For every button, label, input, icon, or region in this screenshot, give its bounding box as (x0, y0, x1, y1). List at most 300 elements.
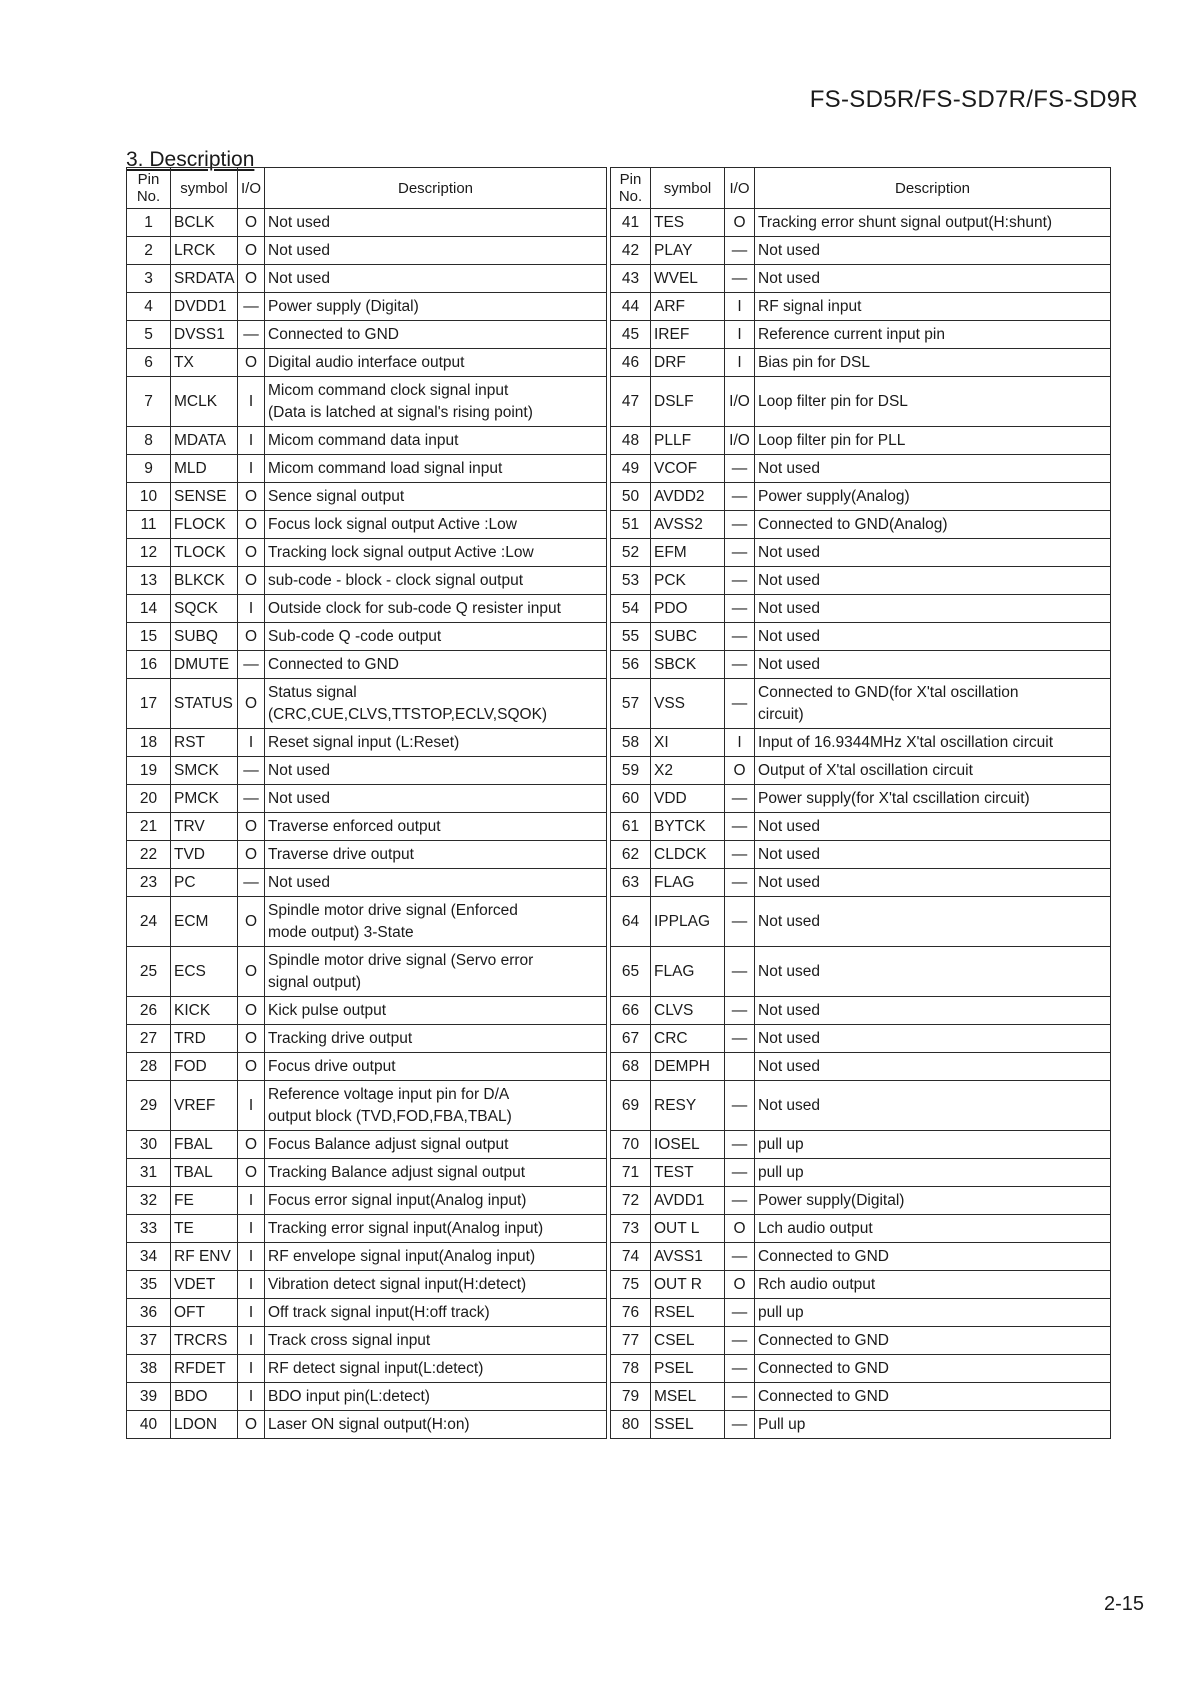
table-row (127, 1243, 1111, 1271)
pin-description: Status signal (CRC,CUE,CLVS,TTSTOP,ECLV,SQOK) (265, 679, 607, 729)
pin-symbol: RSEL (651, 1299, 725, 1327)
pin-symbol: PDO (651, 595, 725, 623)
pin-description: Connected to GND (755, 1383, 1111, 1411)
pin-symbol: VCOF (651, 455, 725, 483)
pin-number: 17 (127, 679, 171, 729)
pin-number: 36 (127, 1299, 171, 1327)
table-row (127, 265, 1111, 293)
pin-io: — (725, 651, 755, 679)
pin-number: 27 (127, 1025, 171, 1053)
pin-description: Micom command data input (265, 427, 607, 455)
pin-io: O (238, 997, 265, 1025)
pin-number: 14 (127, 595, 171, 623)
pin-description: Connected to GND (755, 1243, 1111, 1271)
header-description-right: Description (755, 168, 1111, 209)
table-row (127, 1383, 1111, 1411)
pin-number: 78 (611, 1355, 651, 1383)
pin-io: — (238, 869, 265, 897)
pin-description: Traverse drive output (265, 841, 607, 869)
pin-io: O (238, 1411, 265, 1439)
pin-symbol: TES (651, 209, 725, 237)
table-row (127, 321, 1111, 349)
pin-number: 47 (611, 377, 651, 427)
pin-symbol: MLD (171, 455, 238, 483)
pin-symbol: IOSEL (651, 1131, 725, 1159)
pin-io: I (238, 1355, 265, 1383)
pin-number: 50 (611, 483, 651, 511)
table-row (127, 1215, 1111, 1243)
pin-description: Pull up (755, 1411, 1111, 1439)
pin-io: I (238, 1327, 265, 1355)
pin-io: — (725, 947, 755, 997)
table-row (127, 483, 1111, 511)
pin-description: pull up (755, 1159, 1111, 1187)
pin-description: Not used (755, 947, 1111, 997)
pin-io: I (725, 349, 755, 377)
pin-description: Connected to GND (265, 651, 607, 679)
pin-symbol: VDET (171, 1271, 238, 1299)
table-header-row (127, 168, 1111, 209)
header-pin-no-right: Pin No. (611, 168, 651, 209)
pin-description: BDO input pin(L:detect) (265, 1383, 607, 1411)
pin-io: O (238, 349, 265, 377)
pin-symbol: PLAY (651, 237, 725, 265)
pin-symbol: STATUS (171, 679, 238, 729)
table-row (127, 595, 1111, 623)
pin-description: Not used (755, 897, 1111, 947)
pin-io: I/O (725, 377, 755, 427)
pin-description: Not used (755, 813, 1111, 841)
pin-description: Bias pin for DSL (755, 349, 1111, 377)
pin-io: O (725, 1271, 755, 1299)
table-row (127, 237, 1111, 265)
pin-io: I (238, 455, 265, 483)
pin-number: 58 (611, 729, 651, 757)
pin-symbol: CRC (651, 1025, 725, 1053)
pin-io: — (725, 1243, 755, 1271)
pin-symbol: FOD (171, 1053, 238, 1081)
pin-symbol: PMCK (171, 785, 238, 813)
pin-description: Connected to GND (755, 1327, 1111, 1355)
pin-number: 26 (127, 997, 171, 1025)
pin-symbol: MSEL (651, 1383, 725, 1411)
pin-io: O (238, 539, 265, 567)
table-row (127, 539, 1111, 567)
pin-symbol: SQCK (171, 595, 238, 623)
pin-symbol: RF ENV (171, 1243, 238, 1271)
pin-number: 7 (127, 377, 171, 427)
pin-io: I (238, 1243, 265, 1271)
table-row (127, 455, 1111, 483)
pin-symbol: BDO (171, 1383, 238, 1411)
pin-symbol: TBAL (171, 1159, 238, 1187)
pin-number: 25 (127, 947, 171, 997)
table-row (127, 1053, 1111, 1081)
pin-io: I (238, 377, 265, 427)
pin-symbol: VREF (171, 1081, 238, 1131)
pin-symbol: MDATA (171, 427, 238, 455)
pin-symbol: EFM (651, 539, 725, 567)
pin-symbol: AVDD1 (651, 1187, 725, 1215)
pin-symbol: OFT (171, 1299, 238, 1327)
table-row (127, 651, 1111, 679)
table-row (127, 841, 1111, 869)
pin-symbol: SSEL (651, 1411, 725, 1439)
pin-description: Loop filter pin for DSL (755, 377, 1111, 427)
pin-number: 24 (127, 897, 171, 947)
pin-number: 23 (127, 869, 171, 897)
pin-io: O (238, 265, 265, 293)
pin-number: 33 (127, 1215, 171, 1243)
pin-description: Tracking Balance adjust signal output (265, 1159, 607, 1187)
pin-description: Spindle motor drive signal (Enforced mode output) 3-State (265, 897, 607, 947)
pin-io: O (238, 947, 265, 997)
model-number-header: FS-SD5R/FS-SD7R/FS-SD9R (809, 86, 1138, 113)
table-row (127, 511, 1111, 539)
table-row (127, 349, 1111, 377)
pin-number: 66 (611, 997, 651, 1025)
pin-symbol: FLOCK (171, 511, 238, 539)
pin-io: — (725, 1187, 755, 1215)
pin-number: 5 (127, 321, 171, 349)
pin-io: — (725, 813, 755, 841)
pin-description: Not used (755, 1025, 1111, 1053)
pin-number: 74 (611, 1243, 651, 1271)
pin-symbol: TX (171, 349, 238, 377)
pin-description: Not used (755, 651, 1111, 679)
pin-number: 77 (611, 1327, 651, 1355)
pin-description: Power supply(for X'tal cscillation circuit) (755, 785, 1111, 813)
pin-description-table (126, 167, 1111, 1439)
pin-io: — (238, 785, 265, 813)
pin-symbol: DVDD1 (171, 293, 238, 321)
table-row (127, 785, 1111, 813)
pin-symbol: TLOCK (171, 539, 238, 567)
section-title-text: 3. Description (126, 148, 255, 171)
pin-symbol: WVEL (651, 265, 725, 293)
pin-number: 16 (127, 651, 171, 679)
pin-io: O (238, 1159, 265, 1187)
pin-symbol: PC (171, 869, 238, 897)
pin-description: Not used (265, 237, 607, 265)
pin-symbol: FE (171, 1187, 238, 1215)
pin-description: Focus error signal input(Analog input) (265, 1187, 607, 1215)
pin-symbol: IREF (651, 321, 725, 349)
pin-symbol: BYTCK (651, 813, 725, 841)
pin-symbol: DVSS1 (171, 321, 238, 349)
pin-symbol: SUBQ (171, 623, 238, 651)
pin-description: Not used (755, 265, 1111, 293)
pin-io: — (725, 237, 755, 265)
pin-io: O (238, 209, 265, 237)
pin-io: — (725, 539, 755, 567)
pin-io: O (238, 841, 265, 869)
pin-description: Outside clock for sub-code Q resister input (265, 595, 607, 623)
pin-number: 68 (611, 1053, 651, 1081)
pin-symbol: FLAG (651, 947, 725, 997)
pin-description: Not used (265, 265, 607, 293)
pin-number: 35 (127, 1271, 171, 1299)
pin-description: Not used (755, 567, 1111, 595)
pin-description: Tracking lock signal output Active :Low (265, 539, 607, 567)
pin-io: I (238, 1299, 265, 1327)
pin-symbol: KICK (171, 997, 238, 1025)
pin-number: 62 (611, 841, 651, 869)
pin-symbol: ARF (651, 293, 725, 321)
pin-io: O (238, 623, 265, 651)
table-row (127, 377, 1111, 427)
pin-io: — (725, 623, 755, 651)
pin-number: 21 (127, 813, 171, 841)
pin-description: RF envelope signal input(Analog input) (265, 1243, 607, 1271)
pin-symbol: OUT R (651, 1271, 725, 1299)
pin-description: Output of X'tal oscillation circuit (755, 757, 1111, 785)
header-symbol-right: symbol (651, 168, 725, 209)
pin-number: 67 (611, 1025, 651, 1053)
pin-symbol: PLLF (651, 427, 725, 455)
pin-number: 51 (611, 511, 651, 539)
pin-io: I (238, 595, 265, 623)
header-description-left: Description (265, 168, 607, 209)
pin-description: Not used (265, 869, 607, 897)
pin-symbol: LDON (171, 1411, 238, 1439)
pin-description: Not used (755, 1081, 1111, 1131)
pin-number: 18 (127, 729, 171, 757)
pin-description: Not used (755, 623, 1111, 651)
pin-number: 10 (127, 483, 171, 511)
table-row (127, 897, 1111, 947)
pin-symbol: AVDD2 (651, 483, 725, 511)
pin-symbol: TRCRS (171, 1327, 238, 1355)
pin-description: Not used (755, 595, 1111, 623)
pin-io: — (725, 997, 755, 1025)
pin-number: 31 (127, 1159, 171, 1187)
pin-io: — (725, 679, 755, 729)
pin-symbol: AVSS2 (651, 511, 725, 539)
pin-symbol: LRCK (171, 237, 238, 265)
table-row (127, 1081, 1111, 1131)
pin-number: 30 (127, 1131, 171, 1159)
pin-io: O (238, 813, 265, 841)
pin-io: I (238, 1081, 265, 1131)
pin-io: I (238, 1383, 265, 1411)
pin-symbol: X2 (651, 757, 725, 785)
pin-description: Traverse enforced output (265, 813, 607, 841)
pin-symbol: TVD (171, 841, 238, 869)
pin-symbol: SMCK (171, 757, 238, 785)
pin-symbol: TE (171, 1215, 238, 1243)
pin-number: 46 (611, 349, 651, 377)
pin-description: Loop filter pin for PLL (755, 427, 1111, 455)
pin-io: O (238, 1025, 265, 1053)
table-row (127, 209, 1111, 237)
pin-io: O (725, 757, 755, 785)
pin-number: 40 (127, 1411, 171, 1439)
pin-description: Vibration detect signal input(H:detect) (265, 1271, 607, 1299)
pin-number: 61 (611, 813, 651, 841)
pin-io: — (725, 455, 755, 483)
pin-number: 11 (127, 511, 171, 539)
pin-description: Reset signal input (L:Reset) (265, 729, 607, 757)
table-row (127, 1159, 1111, 1187)
pin-symbol: ECM (171, 897, 238, 947)
pin-number: 43 (611, 265, 651, 293)
pin-description: Focus drive output (265, 1053, 607, 1081)
pin-symbol: ECS (171, 947, 238, 997)
pin-io: — (238, 293, 265, 321)
table-row (127, 997, 1111, 1025)
pin-description: Track cross signal input (265, 1327, 607, 1355)
pin-symbol: SENSE (171, 483, 238, 511)
pin-number: 1 (127, 209, 171, 237)
pin-description: Not used (755, 539, 1111, 567)
pin-number: 53 (611, 567, 651, 595)
header-io-left: I/O (238, 168, 265, 209)
pin-number: 69 (611, 1081, 651, 1131)
pin-number: 54 (611, 595, 651, 623)
pin-description: Connected to GND (755, 1355, 1111, 1383)
pin-number: 9 (127, 455, 171, 483)
pin-io: — (725, 1383, 755, 1411)
pin-symbol: BCLK (171, 209, 238, 237)
table-row (127, 679, 1111, 729)
pin-io: O (238, 237, 265, 265)
table-row (127, 757, 1111, 785)
table-row (127, 1299, 1111, 1327)
pin-description: Not used (755, 1053, 1111, 1081)
pin-symbol: IPPLAG (651, 897, 725, 947)
pin-description: Reference current input pin (755, 321, 1111, 349)
pin-description: Sub-code Q -code output (265, 623, 607, 651)
pin-io: O (238, 1131, 265, 1159)
pin-io (725, 1053, 755, 1081)
pin-io: I (725, 729, 755, 757)
pin-description: Tracking drive output (265, 1025, 607, 1053)
pin-description: Micom command load signal input (265, 455, 607, 483)
pin-number: 75 (611, 1271, 651, 1299)
pin-description: Digital audio interface output (265, 349, 607, 377)
pin-io: O (238, 897, 265, 947)
pin-symbol: AVSS1 (651, 1243, 725, 1271)
pin-symbol: OUT L (651, 1215, 725, 1243)
pin-description: Micom command clock signal input (Data is latched at signal's rising point) (265, 377, 607, 427)
pin-io: — (725, 265, 755, 293)
pin-symbol: SRDATA (171, 265, 238, 293)
pin-io: O (725, 1215, 755, 1243)
pin-symbol: PCK (651, 567, 725, 595)
table-row (127, 729, 1111, 757)
pin-number: 52 (611, 539, 651, 567)
pin-description: Reference voltage input pin for D/A output block (TVD,FOD,FBA,TBAL) (265, 1081, 607, 1131)
pin-number: 22 (127, 841, 171, 869)
pin-description: Lch audio output (755, 1215, 1111, 1243)
pin-description: sub-code - block - clock signal output (265, 567, 607, 595)
pin-description: RF detect signal input(L:detect) (265, 1355, 607, 1383)
pin-io: I (725, 321, 755, 349)
pin-number: 41 (611, 209, 651, 237)
pin-description: Focus Balance adjust signal output (265, 1131, 607, 1159)
table-row (127, 293, 1111, 321)
pin-symbol: DRF (651, 349, 725, 377)
pin-description: Power supply (Digital) (265, 293, 607, 321)
pin-io: — (725, 1355, 755, 1383)
pin-number: 19 (127, 757, 171, 785)
pin-number: 57 (611, 679, 651, 729)
pin-number: 80 (611, 1411, 651, 1439)
pin-description: Rch audio output (755, 1271, 1111, 1299)
pin-symbol: CLDCK (651, 841, 725, 869)
pin-number: 20 (127, 785, 171, 813)
pin-description: Connected to GND (265, 321, 607, 349)
pin-symbol: SBCK (651, 651, 725, 679)
pin-number: 55 (611, 623, 651, 651)
pin-number: 42 (611, 237, 651, 265)
pin-symbol: TRV (171, 813, 238, 841)
pin-symbol: FBAL (171, 1131, 238, 1159)
pin-number: 6 (127, 349, 171, 377)
pin-number: 12 (127, 539, 171, 567)
pin-description: Connected to GND(for X'tal oscillation circuit) (755, 679, 1111, 729)
pin-number: 4 (127, 293, 171, 321)
pin-io: — (725, 511, 755, 539)
pin-symbol: SUBC (651, 623, 725, 651)
pin-number: 8 (127, 427, 171, 455)
pin-io: — (725, 1327, 755, 1355)
pin-number: 13 (127, 567, 171, 595)
pin-description: Tracking error shunt signal output(H:shunt) (755, 209, 1111, 237)
pin-io: — (725, 1159, 755, 1187)
pin-number: 15 (127, 623, 171, 651)
pin-io: — (725, 567, 755, 595)
pin-description: Not used (755, 869, 1111, 897)
header-pin-no-left: Pin No. (127, 168, 171, 209)
pin-io: I (238, 1271, 265, 1299)
table-row (127, 947, 1111, 997)
pin-io: — (238, 757, 265, 785)
pin-number: 34 (127, 1243, 171, 1271)
pin-number: 72 (611, 1187, 651, 1215)
table-row (127, 1271, 1111, 1299)
pin-number: 32 (127, 1187, 171, 1215)
header-symbol-left: symbol (171, 168, 238, 209)
pin-symbol: XI (651, 729, 725, 757)
pin-description: Not used (755, 997, 1111, 1025)
pin-io: I (238, 1215, 265, 1243)
page-number: 2-15 (1103, 1593, 1144, 1615)
pin-io: — (725, 1081, 755, 1131)
pin-description: Tracking error signal input(Analog input) (265, 1215, 607, 1243)
pin-number: 56 (611, 651, 651, 679)
pin-io: — (725, 869, 755, 897)
pin-symbol: TRD (171, 1025, 238, 1053)
pin-symbol: VDD (651, 785, 725, 813)
pin-number: 37 (127, 1327, 171, 1355)
pin-io: — (725, 785, 755, 813)
pin-description: pull up (755, 1131, 1111, 1159)
pin-number: 76 (611, 1299, 651, 1327)
pin-number: 63 (611, 869, 651, 897)
pin-io: — (238, 321, 265, 349)
pin-description: Not used (265, 209, 607, 237)
table-row (127, 567, 1111, 595)
pin-symbol: TEST (651, 1159, 725, 1187)
pin-io: O (725, 209, 755, 237)
header-io-right: I/O (725, 168, 755, 209)
pin-description: RF signal input (755, 293, 1111, 321)
pin-description: Power supply(Analog) (755, 483, 1111, 511)
pin-description: pull up (755, 1299, 1111, 1327)
pin-io: O (238, 1053, 265, 1081)
